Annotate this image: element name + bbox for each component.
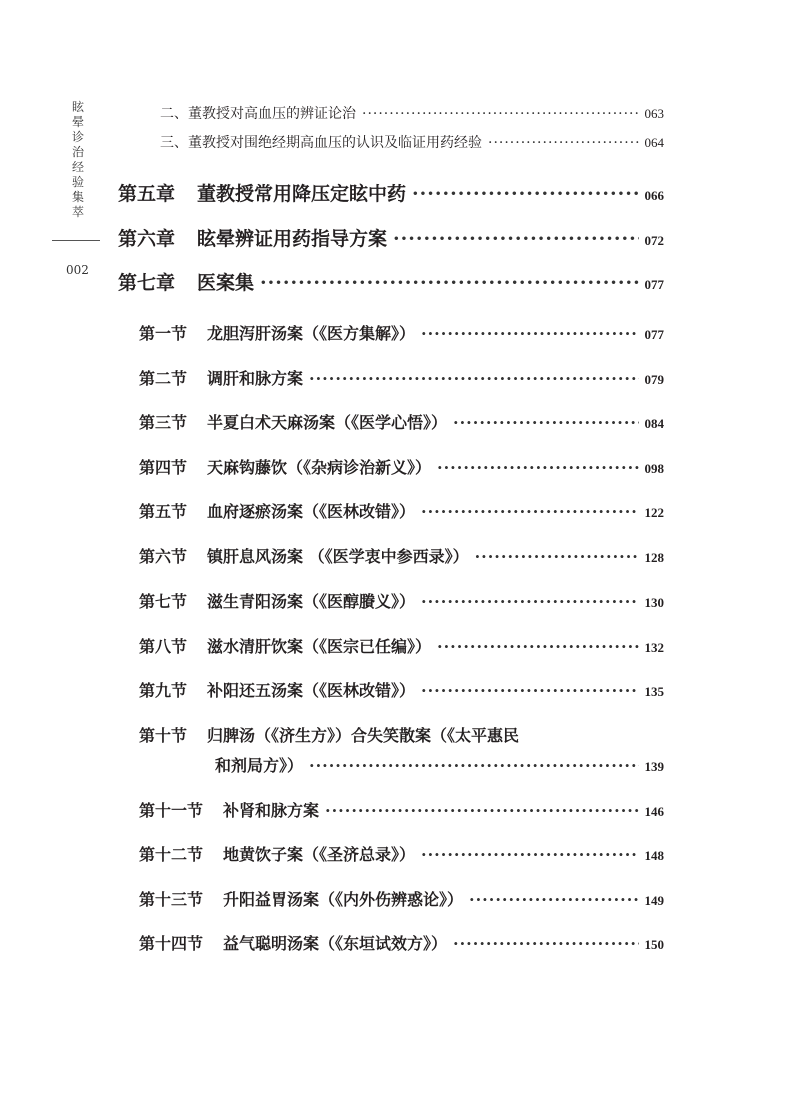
toc-page-number: 077 bbox=[644, 277, 664, 292]
chapter-number: 第六章 bbox=[118, 228, 176, 250]
toc-page-number: 132 bbox=[644, 640, 664, 655]
chapter-title: 眩晕辨证用药指导方案 bbox=[197, 228, 388, 250]
section-number: 第七节 bbox=[139, 592, 188, 611]
section-number: 第四节 bbox=[139, 458, 188, 477]
section-title: 地黄饮子案（《圣济总录》） bbox=[223, 845, 416, 864]
section-title: 血府逐瘀汤案（《医林改错》） bbox=[207, 502, 416, 521]
toc-section[interactable] bbox=[139, 931, 664, 954]
chapter-number: 第五章 bbox=[118, 183, 176, 205]
dot-leader bbox=[412, 183, 638, 205]
dot-leader bbox=[421, 502, 638, 521]
toc-chapter[interactable] bbox=[118, 179, 664, 206]
toc-section[interactable] bbox=[139, 544, 664, 567]
toc-page-number: 149 bbox=[644, 893, 664, 908]
chapter-title: 医案集 bbox=[197, 272, 255, 294]
toc-entry-title bbox=[118, 224, 387, 251]
section-number: 第五节 bbox=[139, 502, 188, 521]
section-title: 天麻钩藤饮（《杂病诊治新义》） bbox=[207, 458, 432, 477]
dot-leader bbox=[488, 135, 639, 151]
toc-section[interactable] bbox=[139, 321, 664, 344]
toc-section[interactable] bbox=[139, 410, 664, 433]
dot-leader bbox=[362, 106, 639, 122]
toc-entry-title: 三、董教授对围绝经期高血压的认识及临证用药经验 bbox=[160, 135, 482, 151]
toc-section[interactable] bbox=[139, 499, 664, 522]
dot-leader bbox=[475, 547, 639, 566]
toc-page-number: 098 bbox=[644, 461, 664, 476]
toc-page-number: 066 bbox=[644, 188, 664, 203]
dot-leader bbox=[421, 681, 638, 700]
section-number: 第十四节 bbox=[139, 934, 204, 953]
toc-page-number: 122 bbox=[644, 505, 664, 520]
section-number: 第八节 bbox=[139, 637, 188, 656]
toc-section[interactable] bbox=[139, 366, 664, 389]
toc-subsection[interactable] bbox=[160, 103, 664, 123]
toc-page-number: 146 bbox=[644, 804, 664, 819]
chapter-number: 第七章 bbox=[118, 272, 176, 294]
toc-section[interactable] bbox=[139, 798, 664, 821]
section-title: 滋水清肝饮案（《医宗已任编》） bbox=[207, 637, 432, 656]
page-number: 002 bbox=[66, 263, 89, 277]
section-title: 归脾汤（《济生方》）合失笑散案（《太平惠民 bbox=[207, 726, 520, 745]
section-number: 第六节 bbox=[139, 547, 188, 566]
section-title: 调肝和脉方案 bbox=[207, 369, 304, 388]
toc-section[interactable] bbox=[139, 589, 664, 612]
dot-leader bbox=[453, 413, 638, 432]
section-title: 益气聪明汤案（《东垣试效方》） bbox=[223, 934, 448, 953]
section-title: 龙胆泻肝汤案（《医方集解》） bbox=[207, 324, 416, 343]
section-number: 第十一节 bbox=[139, 801, 204, 820]
toc-page-number: 128 bbox=[644, 550, 664, 565]
section-title: 镇肝息风汤案 （《医学衷中参西录》） bbox=[207, 547, 469, 566]
toc-page-number: 072 bbox=[644, 233, 664, 248]
dot-leader bbox=[309, 756, 638, 775]
section-title: 补阳还五汤案（《医林改错》） bbox=[207, 681, 416, 700]
toc-chapter[interactable] bbox=[118, 224, 664, 251]
toc-page-number: 084 bbox=[644, 416, 664, 431]
toc-page-number: 079 bbox=[644, 372, 664, 387]
toc-subsection[interactable] bbox=[160, 132, 664, 152]
section-number: 第三节 bbox=[139, 413, 188, 432]
book-title-vertical: 眩晕诊治经验集萃 bbox=[71, 100, 84, 219]
toc-page-number: 064 bbox=[644, 135, 664, 150]
dot-leader bbox=[260, 272, 638, 294]
section-title: 升阳益胃汤案（《内外伤辨惑论》） bbox=[223, 890, 464, 909]
section-title-continued: 和剂局方》） bbox=[215, 756, 304, 775]
toc-entry-title: 二、董教授对高血压的辨证论治 bbox=[160, 106, 356, 122]
toc-page-number: 135 bbox=[644, 684, 664, 699]
dot-leader bbox=[437, 637, 638, 656]
section-number: 第十二节 bbox=[139, 845, 204, 864]
toc-section[interactable] bbox=[139, 842, 664, 865]
dot-leader bbox=[421, 845, 638, 864]
toc-section[interactable] bbox=[139, 678, 664, 701]
dot-leader bbox=[453, 934, 638, 953]
section-number: 第九节 bbox=[139, 681, 188, 700]
toc-page-number: 139 bbox=[644, 759, 664, 774]
toc-entry-title bbox=[118, 268, 254, 295]
dot-leader bbox=[393, 228, 638, 250]
chapter-title: 董教授常用降压定眩中药 bbox=[197, 183, 407, 205]
toc-page-number: 077 bbox=[644, 327, 664, 342]
dot-leader bbox=[325, 801, 638, 820]
section-number: 第一节 bbox=[139, 324, 188, 343]
toc-entry-title bbox=[118, 179, 406, 206]
section-title: 补肾和脉方案 bbox=[223, 801, 320, 820]
dot-leader bbox=[437, 458, 638, 477]
toc-chapter[interactable] bbox=[118, 268, 664, 295]
toc-section[interactable] bbox=[139, 455, 664, 478]
dot-leader bbox=[421, 324, 638, 343]
toc-page-number: 063 bbox=[644, 106, 664, 121]
dot-leader bbox=[309, 369, 638, 388]
toc-page-number: 130 bbox=[644, 595, 664, 610]
section-number: 第十节 bbox=[139, 726, 188, 745]
dot-leader bbox=[421, 592, 638, 611]
section-title: 滋生青阳汤案（《医醇賸义》） bbox=[207, 592, 416, 611]
toc-page-number: 150 bbox=[644, 937, 664, 952]
section-number: 第二节 bbox=[139, 369, 188, 388]
toc-section[interactable] bbox=[139, 634, 664, 657]
toc-section-ten-line2[interactable] bbox=[215, 753, 664, 776]
toc-page-number: 148 bbox=[644, 848, 664, 863]
toc-section-ten-line1[interactable] bbox=[139, 723, 519, 746]
section-title: 半夏白术天麻汤案（《医学心悟》） bbox=[207, 413, 448, 432]
section-number: 第十三节 bbox=[139, 890, 204, 909]
dot-leader bbox=[469, 890, 638, 909]
toc-section[interactable] bbox=[139, 887, 664, 910]
